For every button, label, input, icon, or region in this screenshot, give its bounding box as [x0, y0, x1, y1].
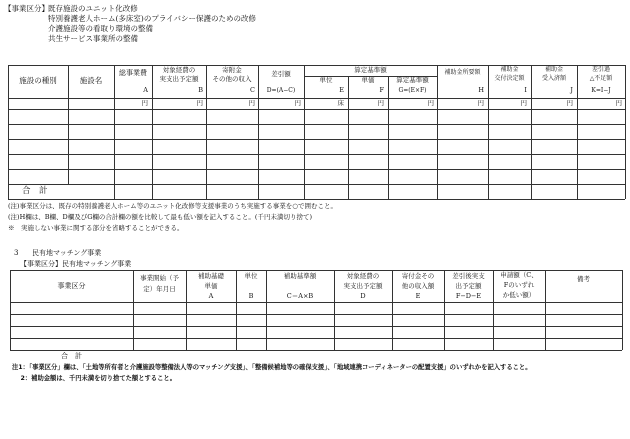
unit-yen-h: 円 — [477, 99, 484, 107]
note-category-circle: (注)事業区分は、既存の特別養護老人ホーム等のユニット化改修等支援事業のうち実施する事業を○で囲むこと。 — [8, 202, 337, 210]
formula-k: K=I−J — [591, 86, 611, 94]
header-donation-2: その他の収入 — [212, 74, 252, 83]
header-shortage-2: △不足額 — [589, 75, 613, 83]
section2-title: 民有地マッチング事業 — [32, 249, 102, 257]
header-grant-decided-1: 補助金 — [500, 66, 519, 74]
header-required-amount: 補助金所要額 — [444, 68, 481, 76]
header2-donation-2: 他の収入額 — [401, 282, 435, 291]
header-total-cost: 総事業費 — [119, 68, 147, 77]
header2-application-1: 申請額（C、 — [500, 271, 538, 280]
unit-yen-d: 円 — [294, 99, 301, 107]
unit-yen-c: 円 — [248, 99, 255, 107]
letter2-a: A — [208, 292, 214, 301]
header-grant-decided-2: 交付決定額 — [494, 75, 525, 83]
section2-total-label: 合 計 — [61, 351, 82, 360]
formula-j: J — [570, 86, 573, 94]
category-end-of-life-care: 介護施設等の看取り環境の整備 — [48, 24, 153, 33]
section1-total-label: 合 計 — [22, 186, 48, 196]
formula-d: D=(A−C) — [266, 86, 296, 94]
letter2-d: D — [360, 292, 366, 301]
header-donation-1: 寄附金 — [222, 65, 242, 74]
unit-yen-b: 円 — [196, 99, 203, 107]
header2-application-2: Fのいずれ — [503, 281, 535, 290]
letter2-e: E — [415, 292, 421, 301]
note-omit: ※ 実施しない事業に関する部分を省略することができる。 — [8, 224, 184, 232]
formula-i: I — [524, 86, 527, 94]
header2-standard-amount: 補助基準額 — [283, 272, 317, 281]
letter2-c: C＝A×B — [286, 292, 314, 301]
header-facility-type: 施設の種別 — [19, 76, 57, 86]
category-shared-service: 共生サービス事業所の整備 — [48, 34, 138, 43]
formula-c: C — [250, 86, 255, 94]
category-privacy-renovation: 特別養護老人ホーム(多床室)のプライバシー保護のための改修 — [48, 14, 256, 23]
formula-f: F — [379, 86, 384, 94]
section1-bracket-label: 【事業区分】 — [4, 4, 49, 13]
header-standard-group: 算定基準額 — [354, 66, 387, 75]
header-standard-amount: 算定基準額 — [396, 75, 429, 84]
header2-target-cost-2: 実支出予定額 — [343, 282, 383, 291]
header-target-cost-1: 対象経費の — [162, 65, 196, 74]
header2-balance-1: 差引後実支 — [452, 272, 485, 281]
unit-yen-a: 円 — [141, 99, 148, 107]
header-shortage-1: 差引過 — [591, 66, 610, 74]
header2-application-3: か低い額） — [502, 291, 536, 300]
unit-yen-f: 円 — [377, 99, 384, 107]
header-diff: 差引額 — [271, 70, 291, 79]
formula-b: B — [198, 86, 203, 94]
note2-category-field: 注1：「事業区分」欄は、「土地等所有者と介護施設等整備法人等のマッチング支援」、「整備候補地等の確保支援」、「地域連携コーディネーターの配置支援」のいずれかを記入すること。 — [12, 364, 532, 371]
letter2-b: B — [248, 292, 254, 301]
formula-g: G=(E×F) — [398, 86, 427, 94]
header-unit-price: 単価 — [361, 75, 375, 84]
header-target-cost-2: 実支出予定額 — [159, 74, 199, 83]
unit-yen-g: 円 — [427, 99, 434, 107]
header-grant-received-2: 受入済額 — [541, 75, 566, 83]
header-facility-name: 施設名 — [79, 76, 103, 86]
header-unit: 単位 — [319, 75, 333, 84]
header2-remarks: 備考 — [577, 275, 590, 284]
note-h-column: (注)H欄は、B欄、D欄及びG欄の合計欄の額を比較して最も低い額を記入すること。(千円未満切り捨て) — [8, 213, 312, 221]
formula-a: A — [143, 86, 148, 94]
section2-number: 3 — [14, 249, 19, 257]
unit-yen-k: 円 — [615, 99, 622, 107]
header-grant-received-1: 補助金 — [544, 66, 563, 74]
unit-bed-e: 床 — [337, 99, 344, 107]
letter2-f: F−D−E — [455, 292, 482, 301]
category-unit-renovation: 既存施設のユニット化改修 — [48, 4, 138, 13]
header2-start-date-1: 事業開始（予 — [140, 274, 179, 283]
header2-balance-2: 出予定額 — [455, 282, 482, 291]
formula-e: E — [339, 86, 344, 94]
header2-target-cost-1: 対象経費の — [346, 272, 380, 281]
header2-category: 事業区分 — [57, 281, 86, 290]
formula-h: H — [478, 86, 484, 94]
header2-start-date-2: 定）年月日 — [143, 285, 176, 294]
note2-rounding: 2：補助金額は、千円未満を切り捨てた額とすること。 — [12, 375, 176, 382]
header2-donation-1: 寄付金その — [401, 272, 435, 281]
unit-yen-j: 円 — [566, 99, 573, 107]
section2-subtitle: 【事業区分】民有地マッチング事業 — [20, 260, 132, 268]
header2-base-price-2: 単価 — [204, 282, 218, 291]
header2-base-price-1: 補助基礎 — [198, 272, 224, 281]
unit-yen-i: 円 — [520, 99, 527, 107]
header2-unit: 単位 — [244, 272, 258, 281]
